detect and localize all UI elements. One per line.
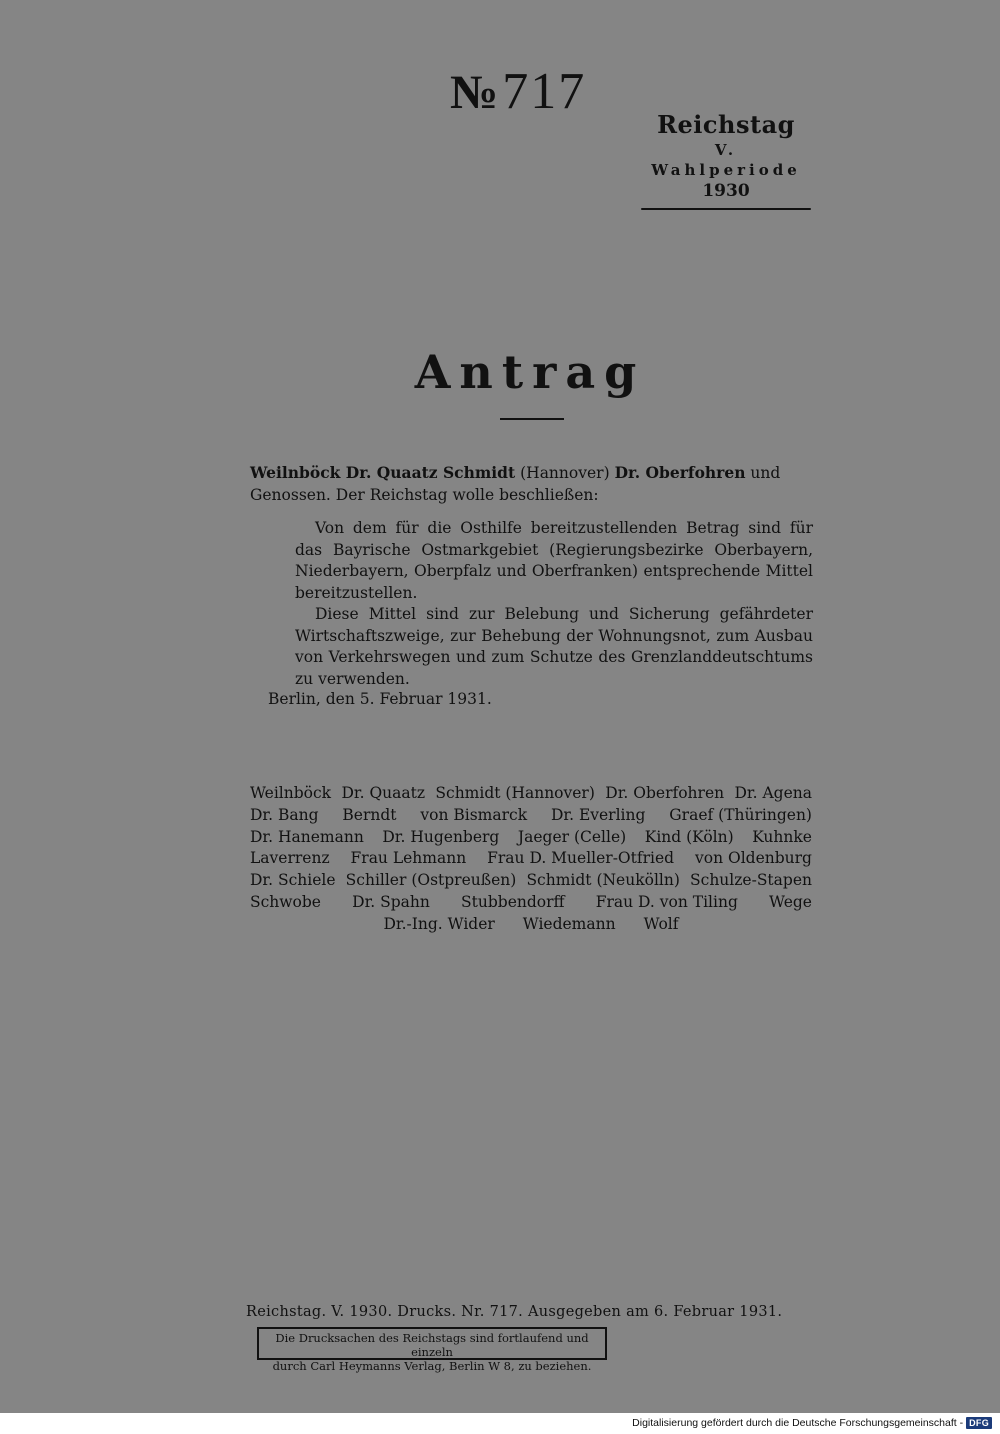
number-value: 717	[502, 63, 587, 120]
document-title: Antrag	[414, 345, 646, 399]
reichstag-block	[640, 110, 812, 210]
signatory-name: Dr. Bang	[250, 805, 319, 824]
signatory-row	[250, 805, 812, 827]
intro-paragraph	[250, 462, 814, 506]
signatory-row	[250, 783, 812, 805]
signatory-name: Frau Lehmann	[350, 849, 467, 868]
signatory-name: Dr. Schiele	[250, 871, 336, 890]
signatory-name: Dr. Everling	[550, 805, 646, 824]
signatory-name: Dr. Agena	[734, 784, 812, 802]
signatory-row	[250, 870, 812, 892]
signatory-name: Wiedemann	[522, 914, 616, 933]
parliament-name: Reichstag	[657, 110, 795, 139]
title-rule	[500, 418, 564, 420]
signatory-name: Graef (Thüringen)	[669, 805, 812, 824]
signatory-name: Dr.-Ing. Wider	[383, 914, 495, 933]
signatories-list	[250, 783, 812, 936]
motion-paragraph-2: Diese Mittel sind zur Belebung und Sicherung gefährdeter Wirtschaftszweige, zur Behebung der Wohnungsnot, zum Ausbau von Verkehrswegen und zum Schutze des Grenzlanddeutschtums zu verwenden.	[295, 605, 813, 688]
signatory-name: Dr. Hugenberg	[382, 827, 500, 846]
signatory-name: Dr. Oberfohren	[605, 784, 725, 802]
signatory-name: von Oldenburg	[695, 849, 812, 868]
lead-tail: und Genossen. Der Reichstag wolle beschließen:	[250, 464, 781, 504]
lead-names: Weilnböck Dr. Quaatz Schmidt	[250, 463, 516, 482]
signatory-name: Schmidt (Neukölln)	[526, 871, 680, 890]
signatory-name: Dr. Quaatz	[341, 784, 426, 802]
signatory-name: Kuhnke	[752, 827, 812, 846]
header-rule	[641, 208, 811, 210]
publisher-line-1: Die Drucksachen des Reichstags sind fortlaufend und einzeln	[275, 1331, 589, 1359]
signatory-name: Berndt	[342, 805, 397, 824]
signatory-name: Stubbendorff	[461, 892, 565, 911]
signatory-name: Schwobe	[250, 892, 321, 911]
signatory-row	[250, 848, 812, 870]
signatory-row	[250, 914, 812, 936]
place-date: Berlin, den 5. Februar 1931.	[268, 690, 492, 708]
signatory-name: Dr. Spahn	[352, 892, 430, 911]
signatory-name: Weilnböck	[250, 784, 332, 802]
signatory-name: Wege	[769, 892, 812, 911]
digitization-note	[632, 1417, 992, 1429]
signatory-name: von Bismarck	[420, 805, 528, 824]
signatory-name: Frau D. Mueller-Otfried	[487, 849, 675, 868]
digitization-text: Digitalisierung gefördert durch die Deutsche Forschungsgemeinschaft -	[632, 1417, 964, 1429]
lead-name-2: Dr. Oberfohren	[614, 463, 746, 482]
motion-text	[295, 518, 813, 690]
signatory-name: Jaeger (Celle)	[517, 827, 627, 846]
signatory-row	[250, 827, 812, 849]
publisher-line-2: durch Carl Heymanns Verlag, Berlin W 8, zu beziehen.	[272, 1359, 592, 1373]
signatory-name: Laverrenz	[250, 849, 330, 868]
print-line: Reichstag. V. 1930. Drucks. Nr. 717. Ausgegeben am 6. Februar 1931.	[246, 1304, 783, 1320]
signatory-row	[250, 892, 812, 914]
publisher-box	[257, 1327, 607, 1373]
signatory-name: Schulze-Stapen	[690, 871, 812, 890]
lead-place: (Hannover)	[520, 464, 610, 482]
signatory-name: Wolf	[643, 914, 679, 933]
signatory-name: Frau D. von Tiling	[595, 892, 738, 911]
signatory-name: Schmidt (Hannover)	[435, 784, 595, 802]
legislative-period: V. Wahlperiode	[651, 141, 801, 179]
signatory-name: Schiller (Ostpreußen)	[345, 871, 517, 890]
signatory-name: Kind (Köln)	[644, 827, 734, 846]
motion-paragraph-1: Von dem für die Osthilfe bereitzustellenden Betrag sind für das Bayrische Ostmarkgebiet (Regierungsbezirke Oberbayern, Niederbayern, Oberpfalz und Oberfranken) entsprechende Mittel bereitzustellen.	[295, 519, 813, 602]
dfg-logo-icon: DFG	[966, 1417, 992, 1429]
legislative-year: 1930	[702, 181, 750, 201]
document-number	[450, 62, 620, 124]
signatory-name: Dr. Hanemann	[250, 827, 364, 846]
number-sign: №	[450, 66, 493, 119]
